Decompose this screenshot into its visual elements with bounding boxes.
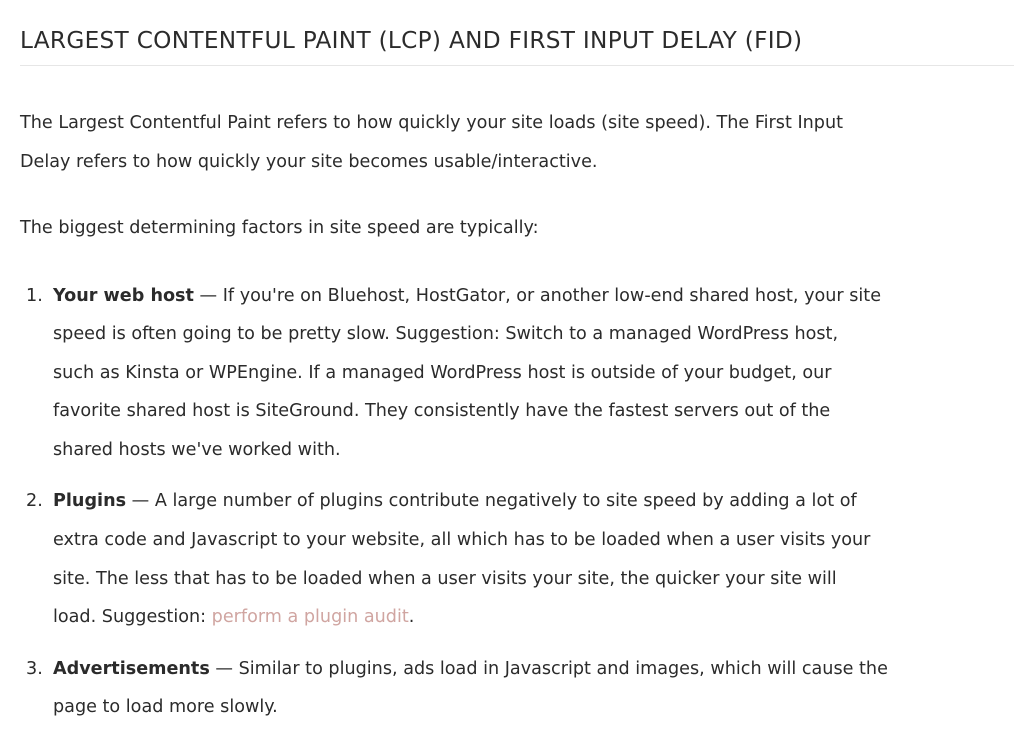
heading-divider (20, 65, 1014, 66)
list-item-line: extra code and Javascript to your website, all which has to be loaded when a user visits your (53, 530, 871, 551)
list-item-line (53, 598, 1016, 637)
list-item-line: shared hosts we've worked with. (53, 439, 341, 460)
factors-intro: The biggest determining factors in site speed are typically: (20, 218, 539, 238)
list-item-line: site. The less that has to be loaded when a user visits your site, the quicker your site will (53, 568, 837, 589)
list-number: 2. (26, 491, 43, 512)
list-number: 3. (26, 658, 43, 679)
list-item-text: — Similar to plugins, ads load in Javascript and images, which will cause the (209, 658, 888, 679)
list-item-line: page to load more slowly. (53, 697, 278, 718)
list-item-text: load. Suggestion: (53, 607, 212, 628)
article (20, 22, 1016, 740)
intro-line-1: The Largest Contentful Paint refers to how quickly your site loads (site speed). The First Input (20, 113, 843, 133)
factors-list (20, 277, 1016, 728)
list-item-advertisements (20, 650, 1016, 727)
section-heading: LARGEST CONTENTFUL PAINT (LCP) AND FIRST INPUT DELAY (FID) (20, 27, 803, 54)
plugin-audit-link[interactable]: perform a plugin audit (211, 607, 409, 628)
list-item-text: — If you're on Bluehost, HostGator, or another low-end shared host, your site (193, 285, 882, 306)
list-item-line: favorite shared host is SiteGround. They consistently have the fastest servers out of the (53, 401, 831, 422)
list-item-line (53, 650, 1016, 689)
list-item-title: Plugins (53, 491, 127, 512)
list-item-title: Your web host (53, 285, 194, 306)
list-number: 1. (26, 285, 43, 306)
list-item-plugins (20, 482, 1016, 636)
list-item-text: . (408, 607, 415, 628)
list-item-web-host (20, 277, 1016, 470)
list-item-line (53, 277, 1016, 316)
intro-line-2: Delay refers to how quickly your site becomes usable/interactive. (20, 151, 598, 172)
list-item-title: Advertisements (53, 658, 210, 679)
intro-paragraph (20, 104, 1016, 181)
list-item-text: — A large number of plugins contribute negatively to site speed by adding a lot of (126, 491, 857, 512)
list-item-line (53, 482, 1016, 521)
list-item-line: speed is often going to be pretty slow. Suggestion: Switch to a managed WordPress host, (53, 324, 839, 345)
list-item-line: such as Kinsta or WPEngine. If a managed WordPress host is outside of your budget, our (53, 362, 832, 383)
